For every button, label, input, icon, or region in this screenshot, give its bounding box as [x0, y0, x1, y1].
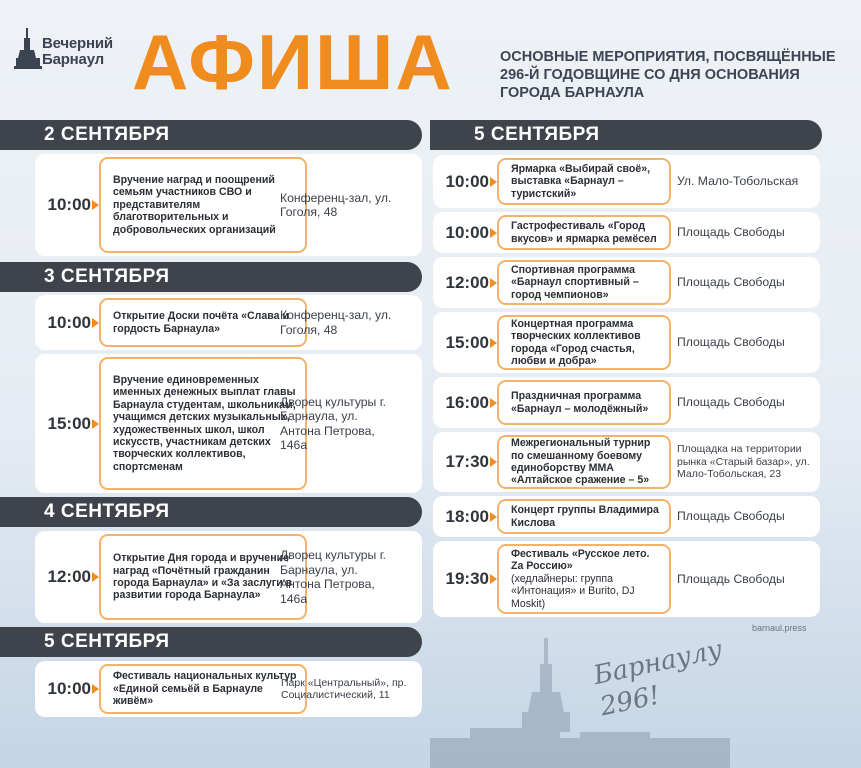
event-time: 10:00: [47, 195, 91, 214]
event-time: 10:00: [445, 171, 489, 191]
arrow-icon: [92, 200, 99, 210]
event-title: Концерт группы Владимира Кислова: [497, 499, 671, 534]
event-card: [433, 432, 820, 492]
event-title: Ярмарка «Выбирай своё», выставка «Барнаул – туристский»: [497, 158, 671, 205]
event-place: Дворец культуры г. Барнаула, ул. Антона Петрова, 146а: [280, 394, 387, 452]
event-time: 15:00: [47, 413, 91, 433]
page-title: АФИША: [132, 18, 454, 106]
event-place: Площадь Свободы: [677, 509, 785, 524]
arrow-icon: [92, 684, 99, 694]
arrow-icon: [490, 398, 497, 408]
event-title: Фестиваль «Русское лето. Za Россию» (хедлайнеры: группа «Интонация» и Burito, DJ Moskit): [497, 544, 671, 614]
event-place: Конференц-зал, ул. Гоголя, 48: [280, 308, 392, 337]
event-card: [433, 312, 820, 373]
event-place: Площадь Свободы: [677, 275, 785, 290]
arrow-icon: [92, 572, 99, 582]
event-place: Парк «Центральный», пр. Социалистический, 11: [281, 676, 407, 701]
event-card: [35, 354, 422, 493]
event-time: 10:00: [47, 679, 91, 698]
event-title: Межрегиональный турнир по смешанному боевому единоборству ММА «Алтайское сражение – 5»: [497, 435, 671, 489]
credit-text: barnaul.press: [752, 623, 807, 633]
event-card: [433, 155, 820, 208]
event-time: 19:30: [445, 569, 489, 588]
event-title: Гастрофестиваль «Город вкусов» и ярмарка ремёсел: [497, 215, 671, 250]
event-place: Площадь Свободы: [677, 335, 785, 350]
event-place: Площадь Свободы: [677, 571, 785, 586]
arrow-icon: [490, 457, 497, 467]
date-bar-5-sept: 5 СЕНТЯБРЯ: [0, 627, 422, 657]
event-time: 10:00: [47, 312, 91, 332]
event-card: [35, 295, 422, 350]
event-place: Дворец культуры г. Барнаула, ул. Антона Петрова, 146а: [280, 548, 387, 606]
arrow-icon: [92, 318, 99, 328]
event-card: [35, 154, 422, 256]
event-card: [433, 496, 820, 537]
event-time: 18:00: [445, 506, 489, 526]
tower-icon: [14, 24, 42, 72]
event-place: Площадка на территории рынка «Старый базар», ул. Мало-Тобольская, 23: [677, 443, 810, 481]
event-card: [433, 257, 820, 308]
event-time: 12:00: [445, 272, 489, 292]
event-time: 15:00: [445, 332, 489, 352]
anniversary-lettering: Барнаулу 296!: [590, 634, 725, 723]
arrow-icon: [490, 228, 497, 238]
event-time: 17:30: [445, 452, 489, 471]
arrow-icon: [92, 419, 99, 429]
event-title: Открытие Доски почёта «Слава и гордость Барнаула»: [99, 298, 307, 347]
arrow-icon: [490, 338, 497, 348]
date-bar-5-sept-main: 5 СЕНТЯБРЯ: [430, 120, 822, 150]
arrow-icon: [490, 177, 497, 187]
arrow-icon: [490, 278, 497, 288]
event-card: [433, 377, 820, 428]
event-title-extra: (хедлайнеры: группа «Интонация» и Burito, DJ Moskit): [511, 572, 635, 610]
date-bar-2-sept: 2 СЕНТЯБРЯ: [0, 120, 422, 150]
page-subtitle: ОСНОВНЫЕ МЕРОПРИЯТИЯ, ПОСВЯЩЁННЫЕ 296-Й ГОДОВЩИНЕ СО ДНЯ ОСНОВАНИЯ ГОРОДА БАРНАУЛА: [500, 49, 836, 101]
logo-text: Вечерний Барнаул: [42, 35, 113, 68]
event-place: Конференц-зал, ул. Гоголя, 48: [280, 190, 392, 219]
date-bar-3-sept: 3 СЕНТЯБРЯ: [0, 262, 422, 292]
logo: [14, 24, 134, 74]
event-time: 12:00: [47, 567, 91, 586]
event-title: Вручение наград и поощрений семьям участников СВО и представителям благотворительных и добровольческих организаций: [99, 157, 307, 253]
event-place: Площадь Свободы: [677, 395, 785, 410]
date-bar-4-sept: 4 СЕНТЯБРЯ: [0, 497, 422, 527]
event-time: 16:00: [445, 392, 489, 412]
arrow-icon: [490, 512, 497, 522]
event-card: [433, 212, 820, 253]
event-title: Концертная программа творческих коллективов города «Город счастья, любви и добра»: [497, 315, 671, 370]
event-place: Ул. Мало-Тобольская: [677, 174, 799, 189]
arrow-icon: [490, 574, 497, 584]
event-title: Фестиваль национальных культур «Единой семьёй в Барнауле живём»: [99, 664, 307, 714]
event-card: [35, 531, 422, 623]
event-title: Спортивная программа «Барнаул спортивный – город чемпионов»: [497, 260, 671, 305]
event-title: Праздничная программа «Барнаул – молодёжный»: [497, 380, 671, 425]
event-time: 10:00: [445, 222, 489, 242]
event-card: [35, 661, 422, 717]
event-title: Вручение единовременных именных денежных выплат главы Барнаула студентам, школьникам, учащимся детских музыкальных, художественных школ, школ искусств, участникам детских творческих коллективов, спортсменам: [99, 357, 307, 490]
event-title: Открытие Дня города и вручение наград «Почётный гражданин города Барнаула» и «За заслуги в развитии города Барнаула»: [99, 534, 307, 620]
event-place: Площадь Свободы: [677, 225, 785, 240]
